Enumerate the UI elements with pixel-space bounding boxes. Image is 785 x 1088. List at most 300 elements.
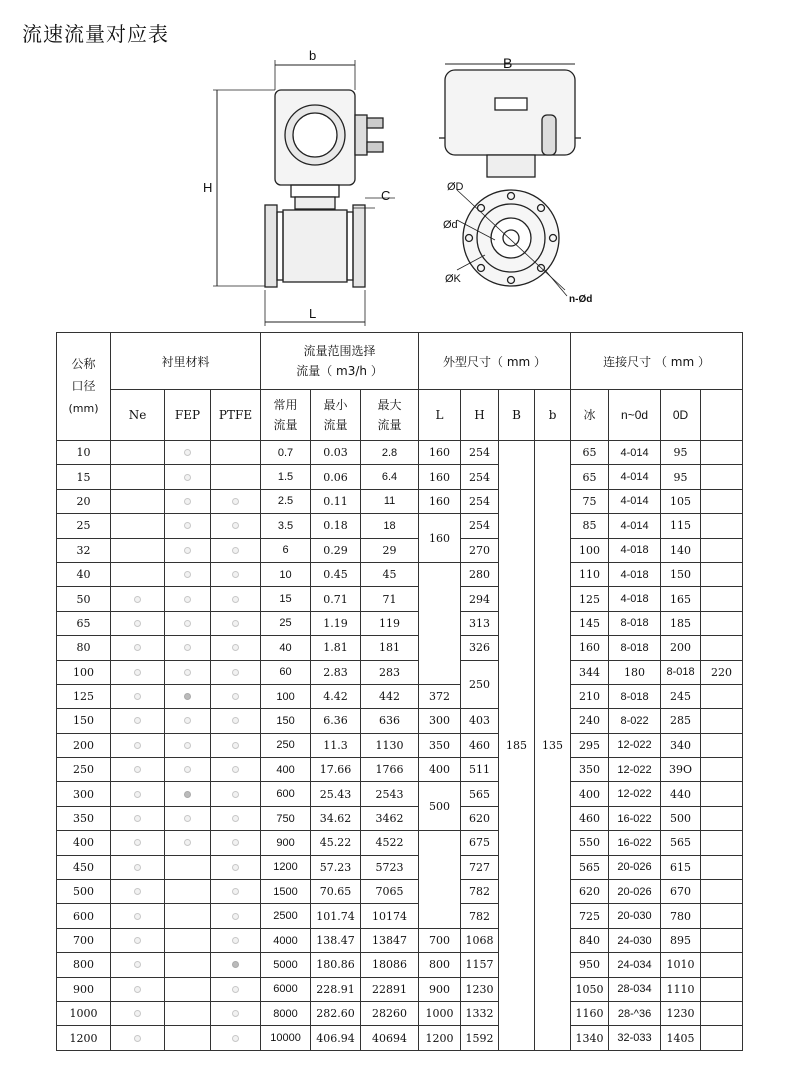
cell-ne	[111, 806, 165, 830]
flow-header-line2: 流量（ m3/h ）	[296, 364, 383, 378]
cell-common-flow: 250	[261, 733, 311, 757]
cell-dn: 400	[57, 831, 111, 855]
cell-n-holes: 20-030	[609, 904, 661, 928]
cell-max-flow: 18086	[361, 953, 419, 977]
cell-k: 65	[571, 441, 609, 465]
lining-mark-icon	[232, 961, 239, 968]
col-L: L	[419, 390, 461, 441]
cell-n-holes: 4-018	[609, 587, 661, 611]
cell-k: 725	[571, 904, 609, 928]
cell-k: 400	[571, 782, 609, 806]
cell-L: 800	[419, 953, 461, 977]
cell-common-flow: 25	[261, 611, 311, 635]
cell-L: 900	[419, 977, 461, 1001]
cell-common-flow: 750	[261, 806, 311, 830]
cell-n-holes: 12-022	[609, 782, 661, 806]
table-row	[57, 758, 743, 782]
lining-mark-icon	[134, 1035, 141, 1042]
cell-max-flow: 40694	[361, 1026, 419, 1050]
cell-min-flow: 6.36	[311, 709, 361, 733]
cell-ptfe	[211, 831, 261, 855]
cell-dn: 1000	[57, 1001, 111, 1025]
cell-fep	[165, 684, 211, 708]
col-k: 冰	[571, 390, 609, 441]
cell-ptfe	[211, 562, 261, 586]
cell-common-flow: 6	[261, 538, 311, 562]
col-b: b	[535, 390, 571, 441]
cell-L: 700	[419, 928, 461, 952]
cell-H: 326	[461, 636, 499, 660]
cell-min-flow: 0.18	[311, 514, 361, 538]
cell-od: 1230	[661, 1001, 701, 1025]
cell-ne	[111, 660, 165, 684]
cell-dn: 350	[57, 806, 111, 830]
lining-mark-icon	[134, 791, 141, 798]
lining-mark-icon	[134, 913, 141, 920]
cell-common-flow: 1200	[261, 855, 311, 879]
cell-H: 403	[461, 709, 499, 733]
cell-n-holes: 24-030	[609, 928, 661, 952]
lining-mark-icon	[184, 644, 191, 651]
cell-min-flow: 0.06	[311, 465, 361, 489]
cell-k: 65	[571, 465, 609, 489]
cell-k: 295	[571, 733, 609, 757]
conn-dim-header: 连接尺寸 （ mm ）	[571, 333, 743, 390]
cell-common-flow: 10	[261, 562, 311, 586]
cell-min-flow: 25.43	[311, 782, 361, 806]
col-blank	[701, 390, 743, 441]
col-fep: FEP	[165, 390, 211, 441]
lining-mark-icon	[232, 571, 239, 578]
cell-min-flow: 0.11	[311, 489, 361, 513]
cell-od: 340	[661, 733, 701, 757]
cell-min-flow: 0.45	[311, 562, 361, 586]
cell-fep	[165, 928, 211, 952]
cell-od: 39O	[661, 758, 701, 782]
cell-max-flow: 71	[361, 587, 419, 611]
flowmeter-drawing	[195, 40, 615, 330]
col-H: H	[461, 390, 499, 441]
nominal-header-line3: (mm)	[68, 402, 99, 415]
cell-H: 565	[461, 782, 499, 806]
cell-ne	[111, 587, 165, 611]
cell-blank	[701, 855, 743, 879]
cell-ne	[111, 733, 165, 757]
cell-H: 254	[461, 489, 499, 513]
cell-max-flow: 181	[361, 636, 419, 660]
table-body	[57, 441, 743, 1051]
cell-min-flow: 228.91	[311, 977, 361, 1001]
lining-mark-icon	[232, 717, 239, 724]
cell-L: 250	[461, 660, 499, 709]
cell-H: 782	[461, 904, 499, 928]
cell-blank	[701, 636, 743, 660]
lining-mark-icon	[184, 571, 191, 578]
cell-od: 440	[661, 782, 701, 806]
cell-ptfe	[211, 806, 261, 830]
lining-mark-icon	[232, 596, 239, 603]
cell-ne	[111, 611, 165, 635]
cell-k: 240	[571, 709, 609, 733]
lining-mark-icon	[232, 937, 239, 944]
cell-H: 313	[461, 611, 499, 635]
cell-fep	[165, 977, 211, 1001]
cell-dn: 250	[57, 758, 111, 782]
cell-H: 1068	[461, 928, 499, 952]
cell-k: 550	[571, 831, 609, 855]
lining-mark-icon	[232, 791, 239, 798]
lining-mark-icon	[134, 986, 141, 993]
cell-od: 565	[661, 831, 701, 855]
cell-ne	[111, 782, 165, 806]
cell-n-holes: 4-014	[609, 489, 661, 513]
cell-ne	[111, 904, 165, 928]
dim-label-H: H	[203, 180, 213, 195]
cell-blank	[701, 904, 743, 928]
cell-od: 670	[661, 880, 701, 904]
cell-min-flow: 0.71	[311, 587, 361, 611]
table-row	[57, 465, 743, 489]
cell-H: 344	[571, 660, 609, 684]
lining-mark-icon	[134, 742, 141, 749]
cell-L: 350	[419, 733, 461, 757]
cell-blank	[701, 441, 743, 465]
table-row	[57, 1026, 743, 1050]
cell-ne	[111, 1001, 165, 1025]
cell-n-holes: 4-014	[609, 465, 661, 489]
cell-od: 150	[661, 562, 701, 586]
cell-dn: 32	[57, 538, 111, 562]
cell-H: 280	[461, 562, 499, 586]
cell-common-flow: 600	[261, 782, 311, 806]
cell-min-flow: 406.94	[311, 1026, 361, 1050]
cell-blank	[701, 733, 743, 757]
cell-min-flow: 70.65	[311, 880, 361, 904]
cell-blank	[701, 880, 743, 904]
cell-L: 160	[419, 465, 461, 489]
nominal-header	[57, 333, 111, 441]
cell-ptfe	[211, 636, 261, 660]
outer-dim-header: 外型尺寸（ mm ）	[419, 333, 571, 390]
table-row	[57, 514, 743, 538]
cell-H: 294	[461, 587, 499, 611]
cell-common-flow: 900	[261, 831, 311, 855]
cell-k: 1340	[571, 1026, 609, 1050]
cell-max-flow: 4522	[361, 831, 419, 855]
cell-b: 135	[535, 441, 571, 1051]
table-row	[57, 904, 743, 928]
cell-fep	[165, 489, 211, 513]
lining-mark-icon	[184, 693, 191, 700]
cell-ne	[111, 855, 165, 879]
col-ne: Ne	[111, 390, 165, 441]
cell-common-flow: 1.5	[261, 465, 311, 489]
cell-dn: 500	[57, 880, 111, 904]
table-row	[57, 880, 743, 904]
cell-dn: 800	[57, 953, 111, 977]
cell-n-holes: 12-022	[609, 758, 661, 782]
cell-min-flow: 2.83	[311, 660, 361, 684]
nominal-header-line1: 公称	[71, 357, 96, 371]
col-common-flow: 常用 流量	[261, 390, 311, 441]
cell-k: 460	[571, 806, 609, 830]
cell-fep	[165, 831, 211, 855]
table-row	[57, 684, 743, 708]
lining-mark-icon	[184, 717, 191, 724]
lining-mark-icon	[184, 839, 191, 846]
cell-n-holes: 4-018	[609, 538, 661, 562]
lining-mark-icon	[134, 766, 141, 773]
lining-mark-icon	[184, 547, 191, 554]
col-od: 0D	[661, 390, 701, 441]
page-title: 流速流量对应表	[22, 22, 169, 46]
lining-mark-icon	[184, 596, 191, 603]
lining-mark-icon	[232, 888, 239, 895]
cell-k: 950	[571, 953, 609, 977]
cell-H: 782	[461, 880, 499, 904]
lining-mark-icon	[134, 717, 141, 724]
cell-ptfe	[211, 1001, 261, 1025]
cell-L: 500	[419, 782, 461, 831]
cell-n-holes: 8-018	[609, 636, 661, 660]
cell-dn: 125	[57, 684, 111, 708]
col-min-flow: 最小 流量	[311, 390, 361, 441]
cell-fep	[165, 465, 211, 489]
lining-mark-icon	[232, 986, 239, 993]
cell-n-holes: 12-022	[609, 733, 661, 757]
cell-L: 160	[419, 489, 461, 513]
cell-max-flow: 1766	[361, 758, 419, 782]
cell-ptfe	[211, 514, 261, 538]
lining-mark-icon	[134, 888, 141, 895]
cell-ne	[111, 538, 165, 562]
cell-L: 160	[419, 514, 461, 563]
cell-common-flow: 3.5	[261, 514, 311, 538]
cell-H: 620	[461, 806, 499, 830]
cell-H: 254	[461, 465, 499, 489]
cell-L	[419, 831, 461, 929]
cell-n-holes: 24-034	[609, 953, 661, 977]
cell-blank	[701, 562, 743, 586]
dim-label-phiD: ØD	[447, 181, 464, 193]
cell-od: 1110	[661, 977, 701, 1001]
cell-k: 1050	[571, 977, 609, 1001]
lining-mark-icon	[232, 522, 239, 529]
lining-mark-icon	[134, 620, 141, 627]
cell-blank	[701, 514, 743, 538]
cell-ptfe	[211, 465, 261, 489]
cell-n-holes: 8-018	[609, 684, 661, 708]
cell-ptfe	[211, 782, 261, 806]
cell-od: 615	[661, 855, 701, 879]
cell-fep	[165, 660, 211, 684]
cell-n-holes: 16-022	[609, 806, 661, 830]
cell-fep	[165, 611, 211, 635]
cell-od: 95	[661, 465, 701, 489]
cell-max-flow: 18	[361, 514, 419, 538]
cell-min-flow: 101.74	[311, 904, 361, 928]
cell-dn: 150	[57, 709, 111, 733]
cell-dn: 20	[57, 489, 111, 513]
cell-fep	[165, 587, 211, 611]
cell-min-flow: 1.81	[311, 636, 361, 660]
lining-mark-icon	[232, 1010, 239, 1017]
cell-blank	[701, 489, 743, 513]
cell-H: 511	[461, 758, 499, 782]
dim-label-L: L	[309, 306, 317, 321]
cell-blank	[701, 611, 743, 635]
lining-mark-icon	[134, 937, 141, 944]
cell-ne	[111, 465, 165, 489]
cell-fep	[165, 1026, 211, 1050]
cell-n-holes: 28-^36	[609, 1001, 661, 1025]
cell-fep	[165, 904, 211, 928]
lining-mark-icon	[184, 522, 191, 529]
cell-k: 125	[571, 587, 609, 611]
cell-dn: 25	[57, 514, 111, 538]
lining-mark-icon	[232, 742, 239, 749]
cell-common-flow: 100	[261, 684, 311, 708]
cell-min-flow: 34.62	[311, 806, 361, 830]
cell-blank	[701, 977, 743, 1001]
cell-L: 300	[419, 709, 461, 733]
cell-od: 140	[661, 538, 701, 562]
lining-mark-icon	[134, 864, 141, 871]
cell-max-flow: 442	[361, 684, 419, 708]
cell-n-holes: 8-022	[609, 709, 661, 733]
cell-od: 95	[661, 441, 701, 465]
cell-fep	[165, 880, 211, 904]
cell-max-flow: 283	[361, 660, 419, 684]
cell-k: 620	[571, 880, 609, 904]
cell-min-flow: 180.86	[311, 953, 361, 977]
cell-blank	[701, 758, 743, 782]
cell-od: 895	[661, 928, 701, 952]
cell-od: 220	[701, 660, 743, 684]
cell-common-flow: 8000	[261, 1001, 311, 1025]
cell-od: 165	[661, 587, 701, 611]
cell-ne	[111, 514, 165, 538]
cell-od: 1010	[661, 953, 701, 977]
cell-ptfe	[211, 587, 261, 611]
cell-n-holes: 28-034	[609, 977, 661, 1001]
cell-min-flow: 282.60	[311, 1001, 361, 1025]
lining-header: 衬里材料	[111, 333, 261, 390]
cell-od: 1405	[661, 1026, 701, 1050]
table-row	[57, 562, 743, 586]
cell-fep	[165, 636, 211, 660]
lining-mark-icon	[184, 669, 191, 676]
cell-blank	[701, 587, 743, 611]
cell-H: 254	[461, 514, 499, 538]
table-row	[57, 587, 743, 611]
table-row	[57, 660, 743, 684]
cell-ne	[111, 831, 165, 855]
cell-od: 500	[661, 806, 701, 830]
dim-label-C: C	[381, 188, 391, 203]
lining-mark-icon	[232, 669, 239, 676]
cell-ne	[111, 977, 165, 1001]
lining-mark-icon	[184, 620, 191, 627]
cell-fep	[165, 709, 211, 733]
lining-mark-icon	[134, 669, 141, 676]
cell-k: 100	[571, 538, 609, 562]
cell-dn: 15	[57, 465, 111, 489]
cell-ptfe	[211, 880, 261, 904]
cell-ptfe	[211, 904, 261, 928]
cell-fep	[165, 855, 211, 879]
cell-n-holes: 4-014	[609, 441, 661, 465]
cell-min-flow: 17.66	[311, 758, 361, 782]
lining-mark-icon	[134, 961, 141, 968]
cell-ne	[111, 489, 165, 513]
cell-fep	[165, 1001, 211, 1025]
lining-mark-icon	[184, 449, 191, 456]
cell-dn: 100	[57, 660, 111, 684]
table-row	[57, 782, 743, 806]
cell-min-flow: 45.22	[311, 831, 361, 855]
cell-fep	[165, 782, 211, 806]
cell-min-flow: 57.23	[311, 855, 361, 879]
cell-blank	[701, 831, 743, 855]
cell-k: 350	[571, 758, 609, 782]
cell-ptfe	[211, 489, 261, 513]
col-max-flow: 最大 流量	[361, 390, 419, 441]
cell-dn: 900	[57, 977, 111, 1001]
cell-common-flow: 2500	[261, 904, 311, 928]
col-ptfe: PTFE	[211, 390, 261, 441]
flow-header	[261, 333, 419, 390]
cell-k: 1160	[571, 1001, 609, 1025]
lining-mark-icon	[134, 839, 141, 846]
cell-max-flow: 29	[361, 538, 419, 562]
cell-fep	[165, 562, 211, 586]
dim-label-nphid: n-Ød	[569, 294, 593, 305]
cell-ptfe	[211, 733, 261, 757]
dim-label-b: b	[309, 48, 317, 63]
lining-mark-icon	[184, 742, 191, 749]
cell-blank	[701, 953, 743, 977]
cell-max-flow: 13847	[361, 928, 419, 952]
cell-k: 75	[571, 489, 609, 513]
table-row	[57, 928, 743, 952]
table-row	[57, 636, 743, 660]
cell-common-flow: 15	[261, 587, 311, 611]
lining-mark-icon	[184, 815, 191, 822]
cell-k: 840	[571, 928, 609, 952]
cell-ne	[111, 953, 165, 977]
cell-fep	[165, 441, 211, 465]
cell-L: 160	[419, 441, 461, 465]
lining-mark-icon	[232, 815, 239, 822]
cell-max-flow: 28260	[361, 1001, 419, 1025]
cell-max-flow: 7065	[361, 880, 419, 904]
cell-common-flow: 150	[261, 709, 311, 733]
cell-min-flow: 1.19	[311, 611, 361, 635]
cell-max-flow: 45	[361, 562, 419, 586]
cell-H: 270	[461, 538, 499, 562]
cell-dn: 40	[57, 562, 111, 586]
table-row	[57, 611, 743, 635]
table-row	[57, 441, 743, 465]
cell-dn: 80	[57, 636, 111, 660]
nominal-header-line2: 口径	[71, 379, 96, 393]
cell-common-flow: 4000	[261, 928, 311, 952]
cell-blank	[701, 782, 743, 806]
lining-mark-icon	[184, 474, 191, 481]
cell-ptfe	[211, 684, 261, 708]
cell-max-flow: 636	[361, 709, 419, 733]
